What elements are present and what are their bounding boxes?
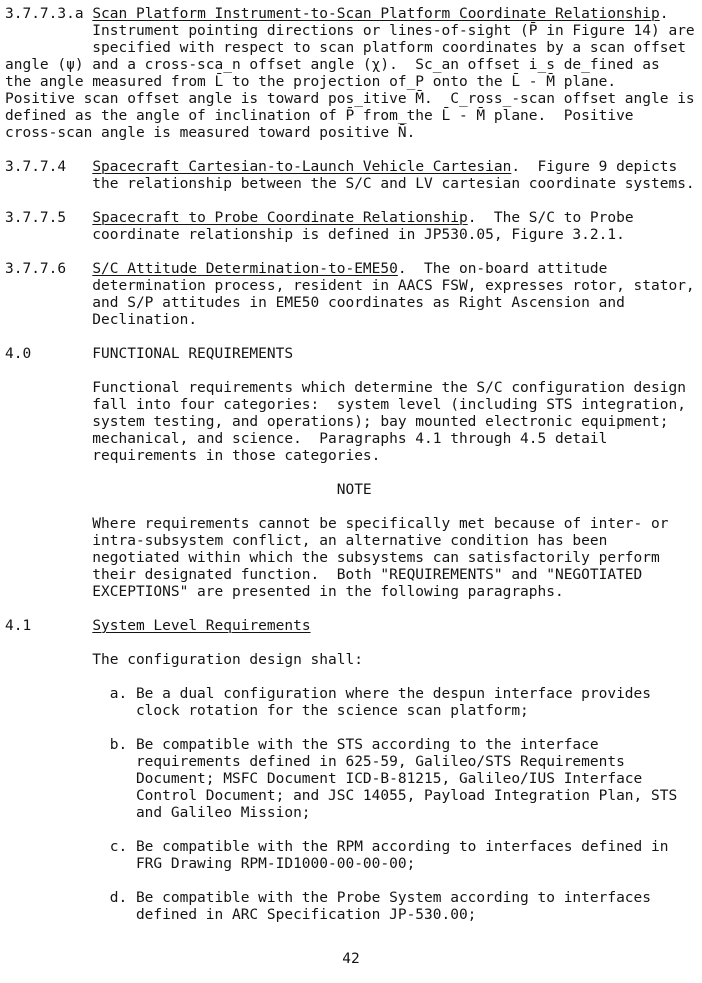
text-line — [5, 499, 702, 516]
text-line: FRG Drawing RPM-ID1000-00-00-00; — [5, 856, 416, 872]
text-line: negotiated within which the subsystems can satisfactorily perform — [5, 550, 660, 566]
text-line — [5, 822, 702, 839]
text-line: d. Be compatible with the Probe System according to interfaces — [5, 890, 652, 906]
text-line: b. Be compatible with the STS according to the interface — [5, 737, 599, 753]
text-line: requirements defined in 625-59, Galileo/STS Requirements — [5, 754, 625, 770]
text-line — [5, 873, 702, 890]
text-line: cross-scan angle is measured toward positive N̄. — [5, 125, 416, 141]
text-line: 4.1 System Level Requirements — [5, 618, 311, 634]
text-line: 3.7.7.4 Spacecraft Cartesian-to-Launch Vehicle Cartesian. Figure 9 depicts — [5, 159, 678, 175]
text-line: mechanical, and science. Paragraphs 4.1 through 4.5 detail — [5, 431, 608, 447]
text-line: The configuration design shall: — [5, 652, 363, 668]
text-line: requirements in those categories. — [5, 448, 381, 464]
text-line — [5, 329, 702, 346]
text-line: 4.0 FUNCTIONAL REQUIREMENTS — [5, 346, 294, 362]
text-line: defined in ARC Specification JP-530.00; — [5, 907, 477, 923]
text-line — [5, 720, 702, 737]
text-line: the angle measured from L̄ to the projection of_P onto the L̄ - M̄ plane. — [5, 74, 617, 90]
text-line: 3.7.7.3.a Scan Platform Instrument-to-Scan Platform Coordinate Relationship. — [5, 6, 669, 22]
text-line: 3.7.7.5 Spacecraft to Probe Coordinate Relationship. The S/C to Probe — [5, 210, 634, 226]
text-line: coordinate relationship is defined in JP530.05, Figure 3.2.1. — [5, 227, 625, 243]
text-line: a. Be a dual configuration where the despun interface provides — [5, 686, 652, 702]
text-line: angle (ψ) and a cross-sca̲n offset angle (χ). Sc̲an offset i̲s de̲fined as — [5, 57, 660, 73]
text-line: their designated function. Both "REQUIREMENTS" and "NEGOTIATED — [5, 567, 643, 583]
text-line: Where requirements cannot be specifically met because of inter- or — [5, 516, 669, 532]
text-line — [5, 669, 702, 686]
text-line — [5, 193, 702, 210]
text-line: 3.7.7.6 S/C Attitude Determination-to-EME50. The on-board attitude — [5, 261, 608, 277]
text-line: system testing, and operations); bay mounted electronic equipment; — [5, 414, 669, 430]
text-line: Control Document; and JSC 14055, Payload Integration Plan, STS — [5, 788, 678, 804]
text-line: and S/P attitudes in EME50 coordinates as Right Ascension and — [5, 295, 625, 311]
text-line: Positive scan offset angle is toward pos̲itive M̄. C̲ross̲-scan offset angle is — [5, 91, 695, 107]
text-line: clock rotation for the science scan platform; — [5, 703, 529, 719]
text-line: Document; MSFC Document ICD-B-81215, Galileo/IUS Interface — [5, 771, 643, 787]
text-line: c. Be compatible with the RPM according to interfaces defined in — [5, 839, 669, 855]
text-line: and Galileo Mission; — [5, 805, 311, 821]
text-line: Instrument pointing directions or lines-of-sight (P̄ in Figure 14) are — [5, 23, 695, 39]
text-line: intra-subsystem conflict, an alternative condition has been — [5, 533, 608, 549]
text-line: defined as the angle of inclination of P̄ from_the L̄ - M̄ plane. Positive — [5, 108, 634, 124]
text-line: Functional requirements which determine the S/C configuration design — [5, 380, 686, 396]
text-line — [5, 465, 702, 482]
text-line: determination process, resident in AACS FSW, expresses rotor, stator, — [5, 278, 695, 294]
text-line — [5, 244, 702, 261]
text-line: EXCEPTIONS" are presented in the following paragraphs. — [5, 584, 564, 600]
text-line: NOTE — [5, 482, 372, 498]
text-line: specified with respect to scan platform coordinates by a scan offset — [5, 40, 686, 56]
text-line — [5, 635, 702, 652]
text-line — [5, 601, 702, 618]
text-line — [5, 142, 702, 159]
text-line: fall into four categories: system level (including STS integration, — [5, 397, 686, 413]
text-line: Declination. — [5, 312, 198, 328]
text-line — [5, 363, 702, 380]
text-line: the relationship between the S/C and LV cartesian coordinate systems. — [5, 176, 695, 192]
page-number: 42 — [342, 951, 360, 967]
